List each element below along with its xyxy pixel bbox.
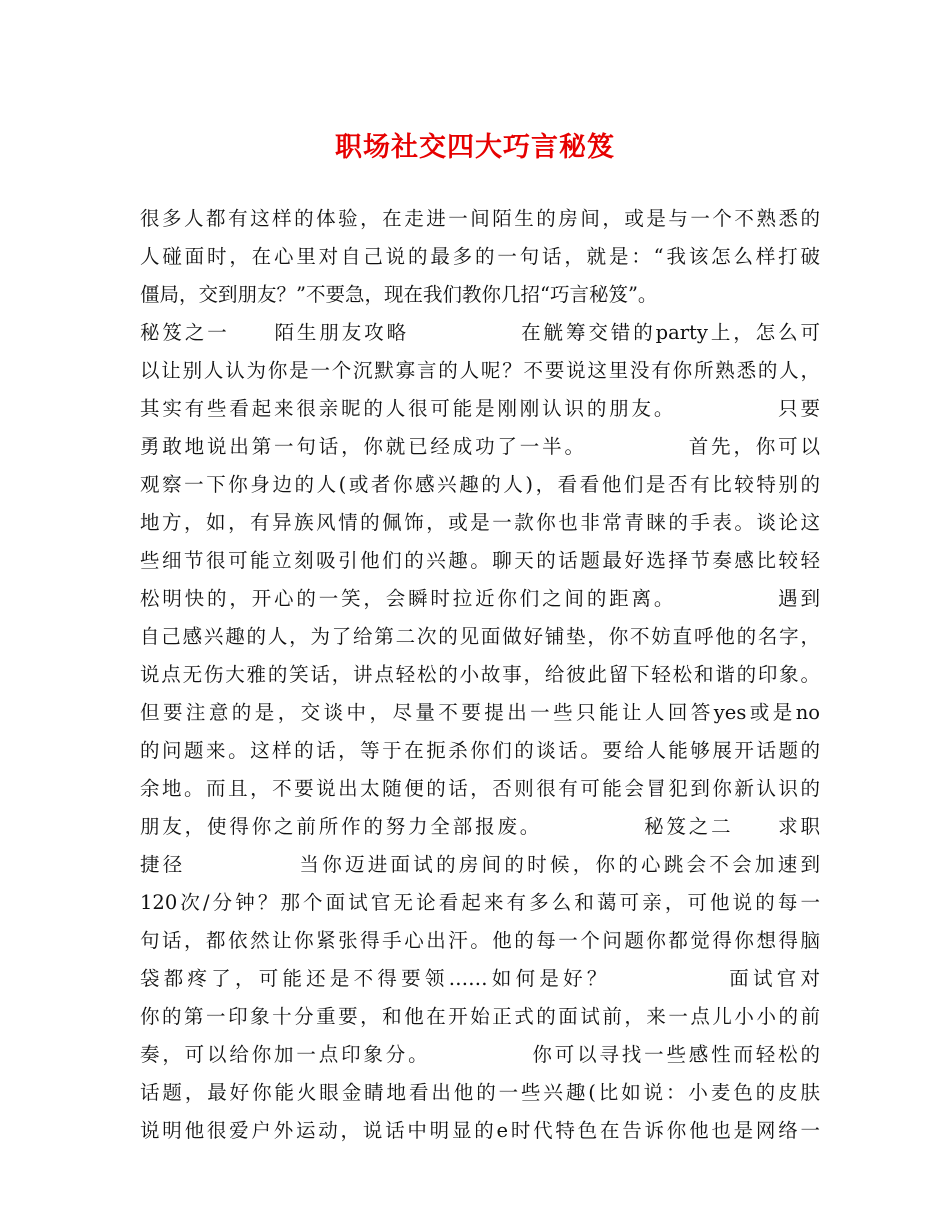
body-line: 的问题来。这样的话，等于在扼杀你们的谈话。要给人能够展开话题的 — [140, 739, 820, 762]
body-line: 松明快的，开心的一笑，会瞬时拉近你们之间的距离。 遇到 — [140, 587, 820, 610]
body-line: 说明他很爱户外运动，说话中明显的e时代特色在告诉你他也是网络一 — [140, 1119, 820, 1142]
body-line: 说点无伤大雅的笑话，讲点轻松的小故事，给彼此留下轻松和谐的印象。 — [140, 663, 820, 686]
body-line: 勇敢地说出第一句话，你就已经成功了一半。 首先，你可以 — [140, 435, 820, 458]
body-line: 以让别人认为你是一个沉默寡言的人呢？不要说这里没有你所熟悉的人， — [140, 359, 820, 382]
body-line: 120次/分钟？那个面试官无论看起来有多么和蔼可亲，可他说的每一 — [140, 891, 820, 914]
document-body — [140, 200, 820, 1150]
body-line: 观察一下你身边的人(或者你感兴趣的人)，看看他们是否有比较特别的 — [140, 473, 820, 496]
document-title: 职场社交四大巧言秘笈 — [335, 132, 615, 163]
body-line: 其实有些看起来很亲昵的人很可能是刚刚认识的朋友。 只要 — [140, 397, 820, 420]
body-line: 句话，都依然让你紧张得手心出汗。他的每一个问题你都觉得你想得脑 — [140, 929, 820, 952]
body-line: 些细节很可能立刻吸引他们的兴趣。聊天的话题最好选择节奏感比较轻 — [140, 549, 820, 572]
body-line: 地方，如，有异族风情的佩饰，或是一款你也非常青睐的手表。谈论这 — [140, 511, 820, 534]
body-line: 僵局，交到朋友？”不要急，现在我们教你几招“巧言秘笈”。 — [140, 283, 658, 306]
body-line: 但要注意的是，交谈中，尽量不要提出一些只能让人回答yes或是no — [140, 701, 820, 724]
body-line: 人碰面时，在心里对自己说的最多的一句话，就是：“我该怎么样打破 — [140, 245, 820, 268]
body-line: 袋都疼了，可能还是不得要领……如何是好？ 面试官对 — [140, 967, 820, 990]
body-line: 奏，可以给你加一点印象分。 你可以寻找一些感性而轻松的 — [140, 1043, 820, 1066]
body-line: 余地。而且，不要说出太随便的话，否则很有可能会冒犯到你新认识的 — [140, 777, 820, 800]
body-line: 秘笈之一 陌生朋友攻略 在觥筹交错的party上，怎么可 — [140, 321, 820, 344]
body-line: 你的第一印象十分重要，和他在开始正式的面试前，来一点儿小小的前 — [140, 1005, 820, 1028]
body-line: 很多人都有这样的体验，在走进一间陌生的房间，或是与一个不熟悉的 — [140, 207, 820, 230]
body-line: 朋友，使得你之前所作的努力全部报废。 秘笈之二 求职 — [140, 815, 820, 838]
body-line: 自己感兴趣的人，为了给第二次的见面做好铺垫，你不妨直呼他的名字， — [140, 625, 820, 648]
body-line: 话题，最好你能火眼金睛地看出他的一些兴趣(比如说：小麦色的皮肤 — [140, 1081, 820, 1104]
body-line: 捷径 当你迈进面试的房间的时候，你的心跳会不会加速到 — [140, 853, 820, 876]
